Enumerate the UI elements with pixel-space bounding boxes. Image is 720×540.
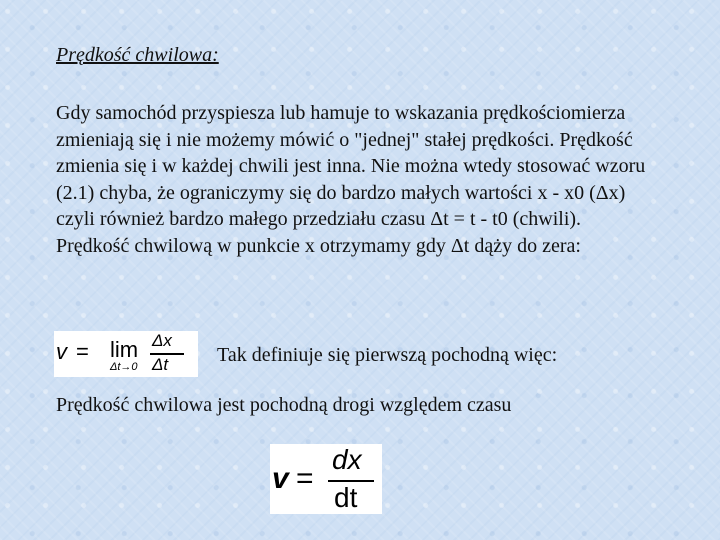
derivative-numerator: dx	[332, 444, 362, 475]
derivative-denominator: dt	[334, 482, 358, 513]
limit-numerator: Δx	[152, 331, 172, 350]
limit-formula-lhs: v	[56, 339, 67, 364]
limit-formula	[54, 331, 198, 377]
limit-subscript: Δt→0	[110, 361, 138, 373]
derivative-formula-lhs: v	[272, 462, 289, 495]
limit-operator: lim	[110, 337, 139, 362]
derivative-formula	[270, 444, 382, 514]
slide-heading: Prędkość chwilowa:	[56, 44, 219, 66]
limit-denominator: Δt	[152, 355, 169, 374]
body-paragraph: Gdy samochód przyspiesza lub hamuje to wskazania prędkościomierza zmieniają się i nie możemy mówić o "jednej" stałej prędkości. Prędkość zmienia się i w każdej chwili jest inna. Nie można wtedy stosować wzoru (2.1) chyba, że ograniczymy się do bardzo małych wartości x - x0 (Δx) czyli również bardzo małego przedziału czasu Δt = t - t0 (chwili). Prędkość chwilową w punkcie x otrzymamy gdy Δt dąży do zera:	[56, 102, 646, 257]
definition-text: Tak definiuje się pierwszą pochodną więc:	[217, 344, 558, 366]
conclusion-text: Prędkość chwilowa jest pochodną drogi względem czasu	[56, 394, 512, 416]
derivative-formula-equals: =	[296, 462, 314, 495]
limit-formula-equals: =	[76, 339, 89, 364]
